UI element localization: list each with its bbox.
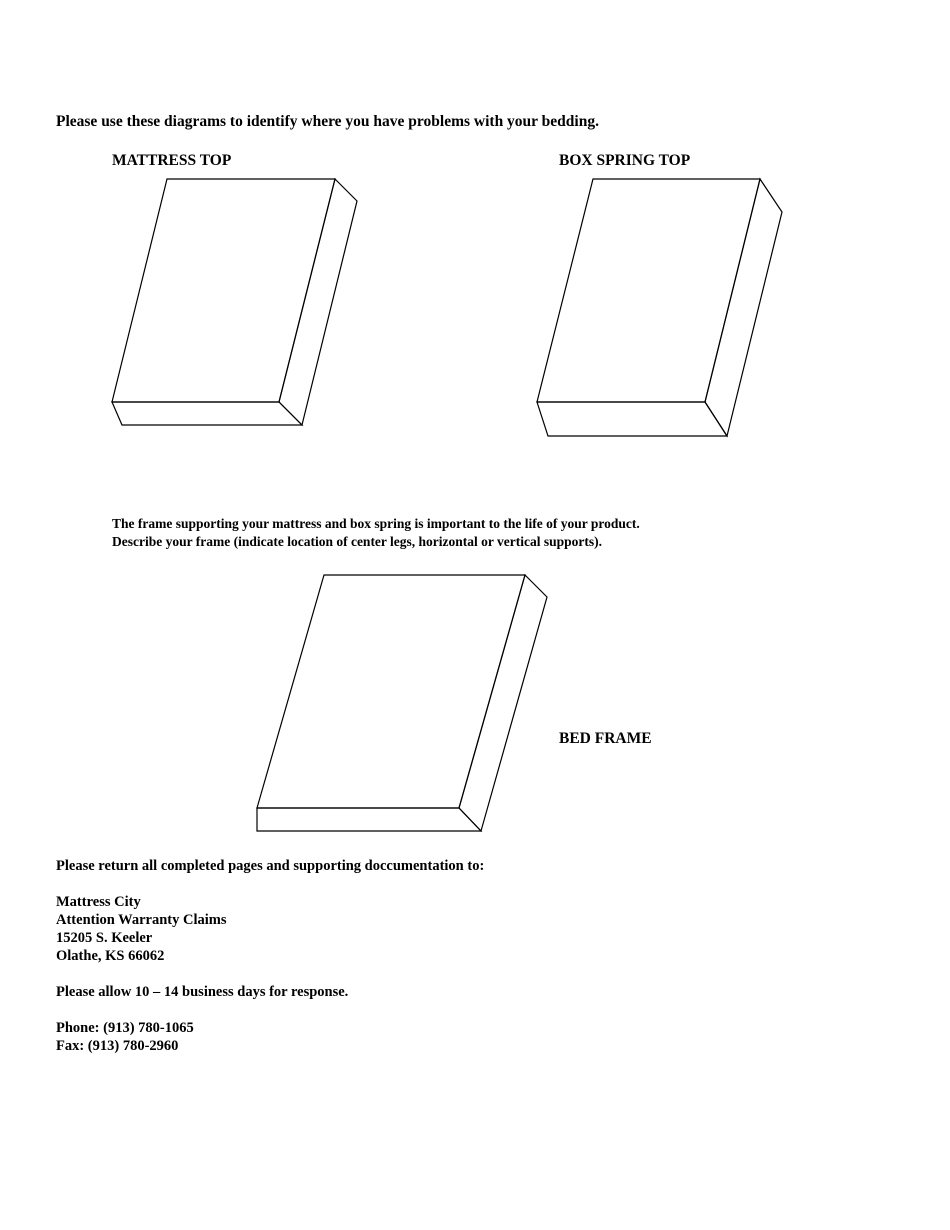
instructions-heading: Please use these diagrams to identify where you have problems with your bedding. <box>56 113 599 130</box>
street-address: 15205 S. Keeler <box>56 930 153 946</box>
bed-frame-side-face[interactable] <box>459 575 547 831</box>
city-state-zip: Olathe, KS 66062 <box>56 948 165 964</box>
bed-frame-label: BED FRAME <box>559 730 652 747</box>
mattress-top-label: MATTRESS TOP <box>112 152 232 169</box>
frame-note-line-1: The frame supporting your mattress and box spring is important to the life of your product. <box>112 516 640 531</box>
fax-number: Fax: (913) 780-2960 <box>56 1038 179 1054</box>
response-time-note: Please allow 10 – 14 business days for response. <box>56 984 349 1000</box>
mailing-address <box>56 893 227 965</box>
phone-number: Phone: (913) 780-1065 <box>56 1020 194 1036</box>
box-spring-top-label: BOX SPRING TOP <box>559 152 691 169</box>
attention-line: Attention Warranty Claims <box>56 912 227 928</box>
return-instructions: Please return all completed pages and supporting doccumentation to: <box>56 858 485 874</box>
frame-note-line-2: Describe your frame (indicate location of center legs, horizontal or vertical supports). <box>112 534 603 549</box>
contact-info <box>56 1019 194 1055</box>
bed-frame-front-face[interactable] <box>257 808 481 831</box>
company-name: Mattress City <box>56 894 141 910</box>
bed-frame-top-face[interactable] <box>257 575 525 808</box>
